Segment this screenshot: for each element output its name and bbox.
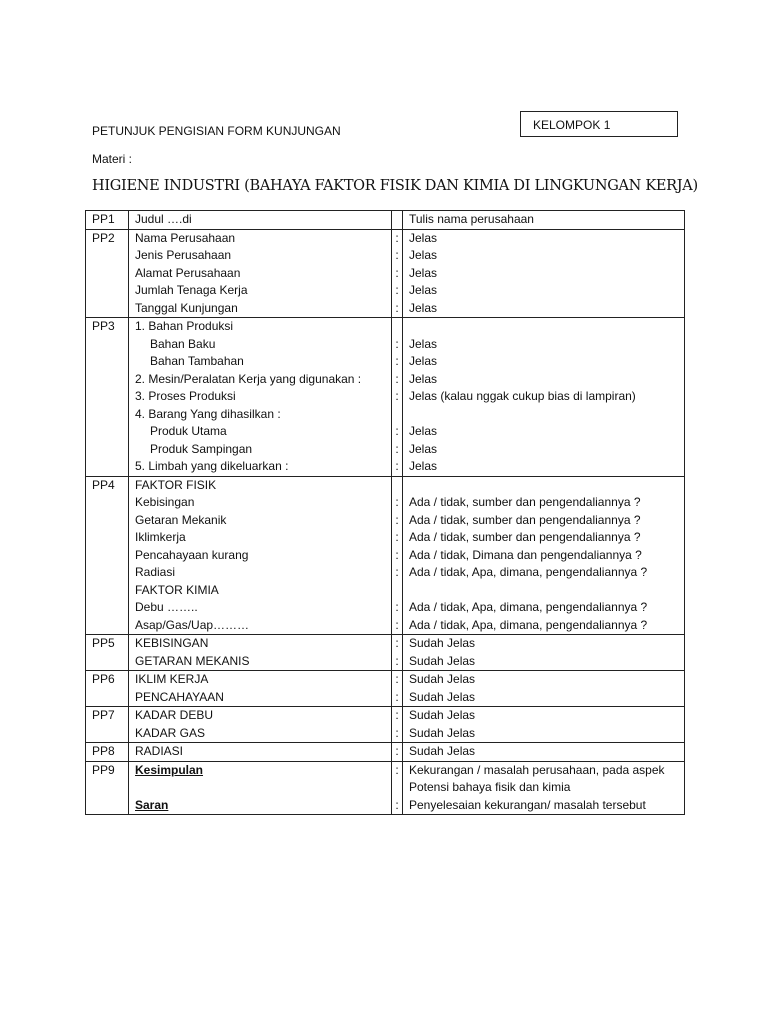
colon-separator: : [395, 424, 399, 438]
row-items [129, 211, 392, 230]
item-value: Sudah Jelas [409, 689, 476, 704]
row-values [403, 211, 685, 230]
colon-separator [392, 477, 402, 495]
row-code: PP7 [86, 707, 129, 743]
item-label: IKLIM KERJA [135, 672, 209, 686]
item-value: Sudah Jelas [409, 744, 476, 758]
item-label: FAKTOR FISIK [135, 477, 217, 492]
item-value: Jelas [409, 248, 438, 262]
row-code: PP6 [86, 671, 129, 707]
row-code: PP5 [86, 635, 129, 671]
group-label-box: KELOMPOK 1 [520, 111, 678, 137]
colon-separator: : [395, 636, 399, 650]
item-label: Nama Perusahaan [135, 230, 236, 245]
item-label: Saran [135, 797, 169, 812]
colon-separator: : [395, 371, 399, 386]
row-values [403, 707, 685, 743]
item-value: Jelas [409, 300, 438, 315]
item-value: Ada / tidak, sumber dan pengendaliannya ? [409, 530, 641, 544]
table-row-pp8 [86, 743, 685, 762]
row-separators [392, 635, 403, 671]
colon-separator: : [395, 230, 399, 245]
item-label [135, 779, 391, 797]
row-values [403, 743, 685, 762]
colon-separator: : [395, 354, 399, 368]
row-separators [392, 318, 403, 477]
item-value [409, 477, 684, 495]
table-row-pp7 [86, 707, 685, 743]
form-title: PETUNJUK PENGISIAN FORM KUNJUNGAN [92, 124, 341, 138]
item-label: Tanggal Kunjungan [135, 300, 238, 315]
item-label: Bahan Baku [150, 336, 216, 351]
item-value: Sudah Jelas [409, 708, 476, 722]
row-code: PP9 [86, 761, 129, 815]
colon-separator: : [395, 512, 399, 527]
item-value: Jelas (kalau nggak cukup bias di lampiran) [409, 389, 636, 403]
row-values [403, 671, 685, 707]
item-value: Sudah Jelas [409, 672, 476, 686]
item-label: KEBISINGAN [135, 636, 209, 650]
colon-separator: : [395, 744, 399, 758]
colon-separator: : [395, 708, 399, 722]
row-code: PP8 [86, 743, 129, 762]
row-values [403, 476, 685, 635]
colon-separator: : [395, 797, 399, 812]
item-label: GETARAN MEKANIS [135, 653, 250, 668]
row-separators [392, 761, 403, 815]
colon-separator [392, 779, 402, 797]
colon-separator: : [395, 265, 399, 280]
item-label: Pencahayaan kurang [135, 547, 249, 562]
colon-separator: : [395, 672, 399, 686]
item-label: Jenis Perusahaan [135, 248, 232, 262]
item-value: Ada / tidak, Apa, dimana, pengendaliannya ? [409, 617, 648, 632]
item-value: Ada / tidak, sumber dan pengendaliannya ? [409, 512, 641, 527]
row-items [129, 743, 392, 762]
table-row-pp6 [86, 671, 685, 707]
item-value: Jelas [409, 459, 438, 473]
colon-separator: : [395, 495, 399, 509]
instruction-table [85, 210, 685, 815]
colon-separator: : [395, 441, 399, 456]
colon-separator [392, 318, 402, 336]
item-label: Bahan Tambahan [150, 354, 244, 368]
item-label: Produk Sampingan [150, 441, 253, 456]
item-value: Kekurangan / masalah perusahaan, pada aspek [409, 762, 665, 777]
materi-label: Materi : [92, 152, 133, 166]
item-label: 4. Barang Yang dihasilkan : [135, 406, 281, 421]
colon-separator: : [395, 547, 399, 562]
item-label: 1. Bahan Produksi [135, 319, 234, 333]
colon-separator: : [395, 459, 399, 473]
item-label: Debu …….. [135, 600, 198, 614]
table-row-pp9 [86, 761, 685, 815]
item-value: Ada / tidak, sumber dan pengendaliannya ? [409, 495, 641, 509]
item-value: Penyelesaian kekurangan/ masalah tersebut [409, 797, 646, 812]
item-label: KADAR DEBU [135, 708, 214, 722]
row-code: PP4 [86, 476, 129, 635]
row-code: PP3 [86, 318, 129, 477]
table-row-pp4 [86, 476, 685, 635]
item-value: Jelas [409, 336, 438, 351]
item-label: Kebisingan [135, 495, 195, 509]
row-values [403, 761, 685, 815]
item-label: Produk Utama [150, 424, 227, 438]
row-values [403, 229, 685, 318]
row-items [129, 476, 392, 635]
item-value: Sudah Jelas [409, 725, 476, 740]
item-label: Iklimkerja [135, 530, 186, 544]
colon-separator: : [395, 762, 399, 777]
row-values [403, 635, 685, 671]
colon-separator [392, 211, 402, 229]
colon-separator: : [395, 530, 399, 544]
item-value [409, 318, 684, 336]
colon-separator: : [395, 283, 399, 297]
item-label: 5. Limbah yang dikeluarkan : [135, 459, 289, 473]
row-code: PP2 [86, 229, 129, 318]
item-label: Radiasi [135, 565, 176, 579]
row-separators [392, 476, 403, 635]
table-row-pp5 [86, 635, 685, 671]
colon-separator: : [395, 389, 399, 403]
item-label: RADIASI [135, 744, 184, 758]
row-items [129, 635, 392, 671]
colon-separator: : [395, 248, 399, 262]
item-value: Jelas [409, 441, 438, 456]
item-value: Sudah Jelas [409, 653, 476, 668]
row-separators [392, 229, 403, 318]
row-separators [392, 707, 403, 743]
row-items [129, 761, 392, 815]
colon-separator: : [395, 300, 399, 315]
colon-separator: : [395, 689, 399, 704]
item-label: PENCAHAYAAN [135, 689, 224, 704]
item-label: Alamat Perusahaan [135, 265, 241, 280]
colon-separator: : [395, 653, 399, 668]
row-separators [392, 211, 403, 230]
item-value: Jelas [409, 424, 438, 438]
item-label: Asap/Gas/Uap……… [135, 617, 250, 632]
item-value: Potensi bahaya fisik dan kimia [409, 780, 571, 794]
item-value: Ada / tidak, Apa, dimana, pengendaliannya ? [409, 565, 648, 579]
subject-heading: HIGIENE INDUSTRI (BAHAYA FAKTOR FISIK DAN KIMIA DI LINGKUNGAN KERJA) [92, 178, 698, 194]
row-values [403, 318, 685, 477]
item-value [409, 406, 684, 424]
item-label: Jumlah Tenaga Kerja [135, 283, 248, 297]
colon-separator: : [395, 565, 399, 579]
item-value: Jelas [409, 354, 438, 368]
item-label: FAKTOR KIMIA [135, 582, 219, 597]
row-items [129, 707, 392, 743]
row-items [129, 318, 392, 477]
colon-separator: : [395, 600, 399, 614]
table-row-pp2 [86, 229, 685, 318]
item-label: 3. Proses Produksi [135, 389, 236, 403]
colon-separator: : [395, 725, 399, 740]
row-code: PP1 [86, 211, 129, 230]
colon-separator [392, 582, 402, 600]
item-label: KADAR GAS [135, 725, 206, 740]
table-row-pp3 [86, 318, 685, 477]
item-value: Ada / tidak, Apa, dimana, pengendaliannya ? [409, 600, 648, 614]
row-items [129, 671, 392, 707]
colon-separator [392, 406, 402, 424]
row-separators [392, 743, 403, 762]
item-value: Jelas [409, 265, 438, 280]
item-value [409, 582, 684, 600]
colon-separator: : [395, 336, 399, 351]
colon-separator: : [395, 617, 399, 632]
item-value: Ada / tidak, Dimana dan pengendaliannya ? [409, 547, 642, 562]
item-value: Sudah Jelas [409, 636, 476, 650]
item-value: Tulis nama perusahaan [409, 212, 534, 226]
item-value: Jelas [409, 283, 438, 297]
item-label: Getaran Mekanik [135, 512, 227, 527]
row-separators [392, 671, 403, 707]
item-value: Jelas [409, 230, 438, 245]
item-label: Kesimpulan [135, 762, 204, 777]
table-row-pp1 [86, 211, 685, 230]
item-label: Judul ….di [135, 212, 192, 226]
item-label: 2. Mesin/Peralatan Kerja yang digunakan : [135, 371, 362, 386]
item-value: Jelas [409, 371, 438, 386]
row-items [129, 229, 392, 318]
